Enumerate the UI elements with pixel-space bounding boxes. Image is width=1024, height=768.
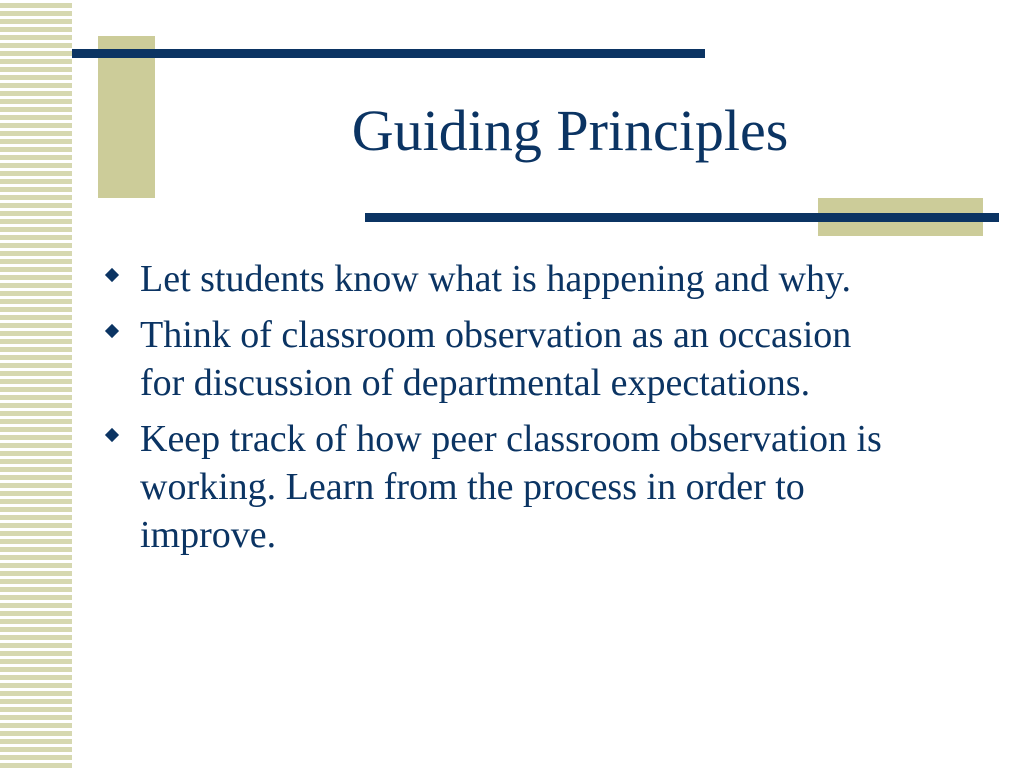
decorative-navy-bar-bottom [365,213,999,222]
bullet-item [104,255,904,303]
bullet-item [104,415,904,559]
bullet-text: Keep track of how peer classroom observation is working. Learn from the process in order to improve. [140,418,882,556]
bullet-text: Think of classroom observation as an occasion for discussion of departmental expectations. [140,314,852,404]
decorative-stripes [0,0,72,768]
decorative-olive-block-top [98,36,155,198]
diamond-bullet-icon [105,268,119,282]
slide-title: Guiding Principles [351,98,789,163]
diamond-bullet-icon [105,324,119,338]
bullet-list [104,255,904,567]
bullet-text: Let students know what is happening and why. [140,258,851,300]
bullet-item [104,311,904,407]
diamond-bullet-icon [105,428,119,442]
decorative-navy-bar-top [72,49,705,58]
